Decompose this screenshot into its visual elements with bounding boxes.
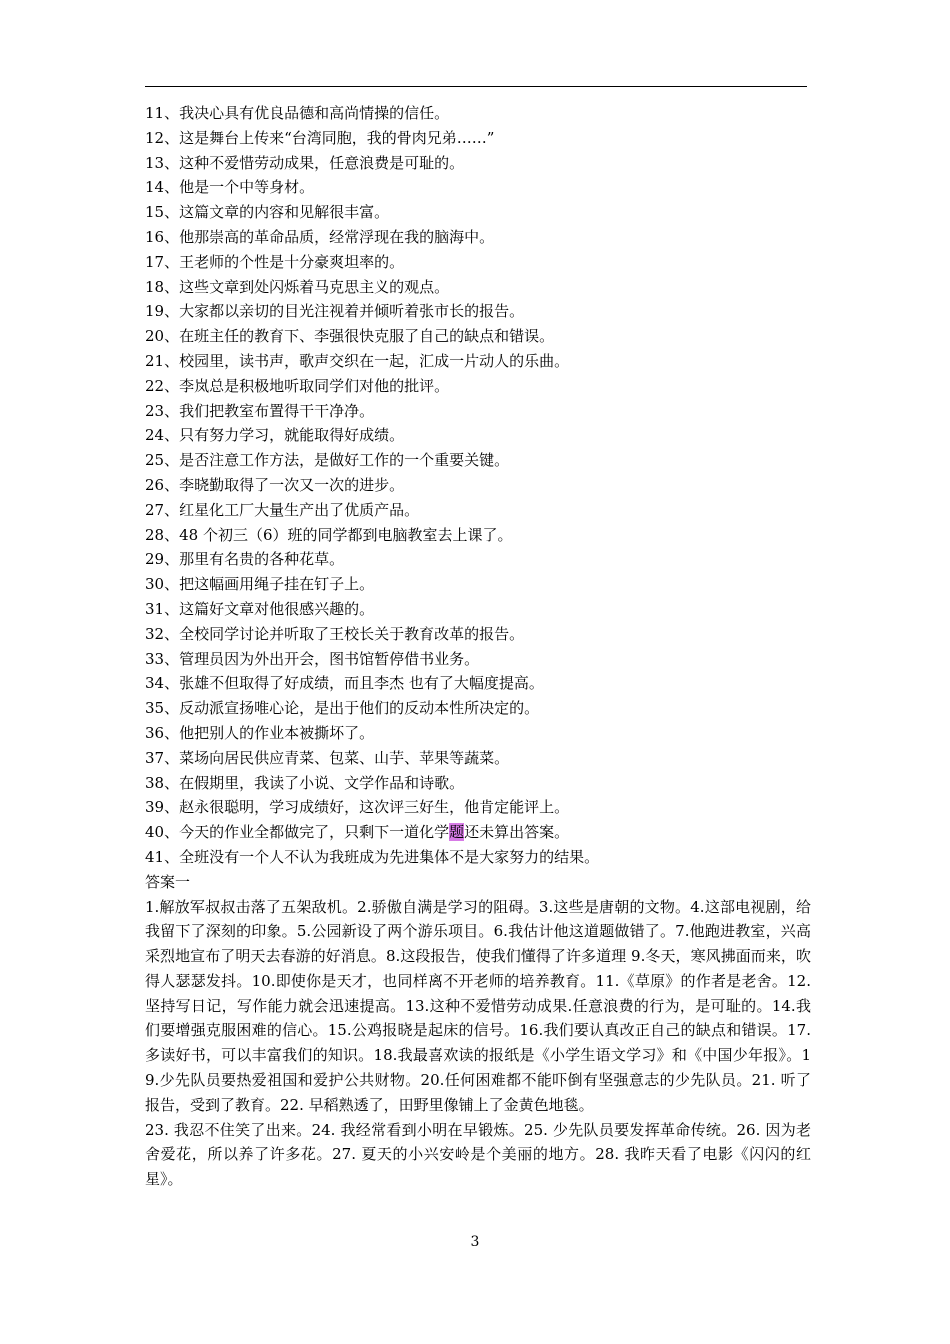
sentence-line: 34、张雄不但取得了好成绩，而且李杰 也有了大幅度提高。 <box>145 674 544 693</box>
sentence-line: 29、那里有名贵的各种花草。 <box>145 550 345 569</box>
sentence-line: 22、李岚总是积极地听取同学们对他的批评。 <box>145 376 450 395</box>
sentence-40-text-after: 还未算出答案。 <box>464 823 570 842</box>
sentence-line: 20、在班主任的教育下、李强很快克服了自己的缺点和错误。 <box>145 327 555 346</box>
sentence-line: 27、红星化工厂大量生产出了优质产品。 <box>145 500 420 519</box>
sentence-list <box>145 101 811 820</box>
sentence-line: 13、这种不爱惜劳动成果，任意浪费是可耻的。 <box>145 153 465 172</box>
sentence-line: 21、校园里，读书声，歌声交织在一起，汇成一片动人的乐曲。 <box>145 351 570 370</box>
document-body <box>145 101 811 1192</box>
sentence-line-41: 41、全班没有一个人不认为我班成为先进集体不是大家努力的结果。 <box>145 847 600 866</box>
sentence-line: 32、全校同学讨论并听取了王校长关于教育改革的报告。 <box>145 624 525 643</box>
sentence-line: 18、这些文章到处闪烁着马克思主义的观点。 <box>145 277 450 296</box>
sentence-line: 23、我们把教室布置得干干净净。 <box>145 401 375 420</box>
sentence-line: 31、这篇好文章对他很感兴趣的。 <box>145 599 375 618</box>
sentence-line: 39、赵永很聪明，学习成绩好，这次评三好生，他肯定能评上。 <box>145 798 570 817</box>
sentence-line: 28、48 个初三（6）班的同学都到电脑教室去上课了。 <box>145 525 513 544</box>
sentence-line: 12、这是舞台上传来“台湾同胞，我的骨肉兄弟……” <box>145 128 495 147</box>
sentence-line: 17、王老师的个性是十分豪爽坦率的。 <box>145 252 405 271</box>
sentence-line: 19、大家都以亲切的目光注视着并倾听着张市长的报告。 <box>145 302 525 321</box>
highlighted-character: 题 <box>449 823 465 842</box>
sentence-line: 37、菜场向居民供应青菜、包菜、山芋、苹果等蔬菜。 <box>145 748 510 767</box>
page-number: 3 <box>470 1234 480 1250</box>
sentence-line: 33、管理员因为外出开会，图书馆暂停借书业务。 <box>145 649 480 668</box>
answer-heading: 答案一 <box>145 872 191 891</box>
answer-paragraph-1: 1.解放军叔叔击落了五架敌机。2.骄傲自满是学习的阻碍。3.这些是唐朝的文物。4.这部电视剧，给我留下了深刻的印象。5.公园新设了两个游乐项目。6.我估计他这道题做错了。7.他跑进教室，兴高采烈地宣布了明天去春游的好消息。8.这段报告，使我们懂得了许多道理 9.冬天，寒风拂面而来，吹得人瑟瑟发抖。10.即使你是天才，也同样离不开老师的培养教育。11.《草原》的作者是老舍。12.坚持写日记，写作能力就会迅速提高。13.这种不爱惜劳动成果.任意浪费的行为，是可耻的。14.我们要增强克服困难的信心。15.公鸡报晓是起床的信号。16.我们要认真改正自己的缺点和错误。17.多读好书，可以丰富我们的知识。18.我最喜欢读的报纸是《小学生语文学习》和《中国少年报》。19.少先队员要热爱祖国和爱护公共财物。20.任何困难都不能吓倒有坚强意志的少先队员。21. 听了报告，受到了教育。22. 早稻熟透了，田野里像铺上了金黄色地毯。 <box>145 897 811 1114</box>
sentence-line: 16、他那崇高的革命品质，经常浮现在我的脑海中。 <box>145 227 495 246</box>
sentence-line: 11、我决心具有优良品德和高尚情操的信任。 <box>145 104 450 122</box>
sentence-line-40 <box>145 820 811 845</box>
sentence-line: 26、李晓勤取得了一次又一次的进步。 <box>145 475 405 494</box>
sentence-line: 35、反动派宣扬唯心论，是出于他们的反动本性所决定的。 <box>145 699 540 718</box>
sentence-line: 30、把这幅画用绳子挂在钉子上。 <box>145 575 375 594</box>
sentence-line: 25、是否注意工作方法，是做好工作的一个重要关键。 <box>145 451 510 470</box>
sentence-line: 38、在假期里，我读了小说、文学作品和诗歌。 <box>145 773 465 792</box>
sentence-line: 36、他把别人的作业本被撕坏了。 <box>145 723 375 742</box>
answer-paragraph-2: 23. 我忍不住笑了出来。24. 我经常看到小明在早锻炼。25. 少先队员要发挥革命传统。26. 因为老舍爱花，所以养了许多花。27. 夏天的小兴安岭是个美丽的地方。28. 我昨天看了电影《闪闪的红星》。 <box>145 1120 811 1189</box>
sentence-line: 15、这篇文章的内容和见解很丰富。 <box>145 203 390 222</box>
sentence-40-text-before: 40、今天的作业全都做完了，只剩下一道化学 <box>145 823 450 842</box>
header-rule <box>145 86 807 87</box>
sentence-line: 24、只有努力学习，就能取得好成绩。 <box>145 426 405 445</box>
sentence-line: 14、他是一个中等身材。 <box>145 178 315 197</box>
